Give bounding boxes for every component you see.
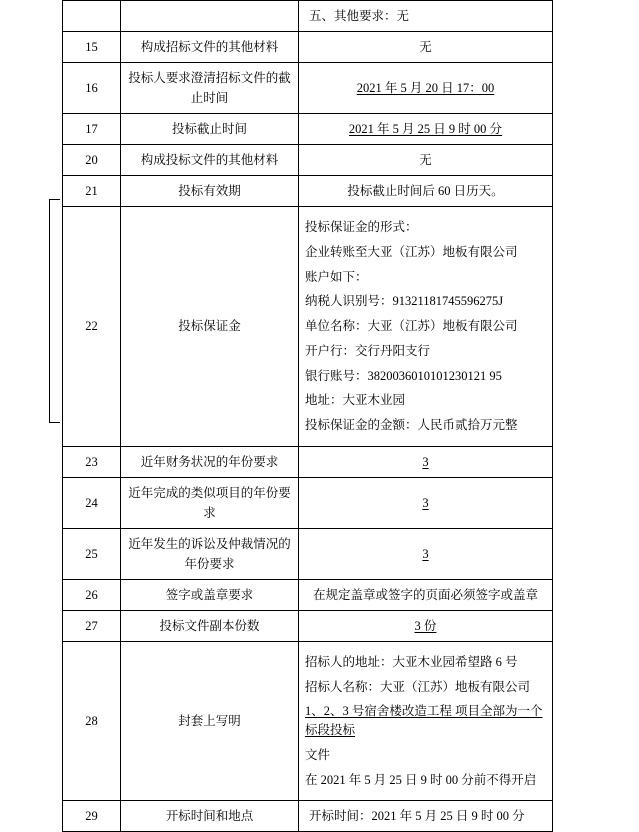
row-number: 20	[63, 145, 121, 176]
row-value-line: 招标人名称：大亚（江苏）地板有限公司	[305, 679, 531, 694]
table-row	[63, 145, 553, 176]
table-row	[63, 579, 553, 610]
row-value: 无	[299, 145, 553, 176]
table-row	[63, 114, 553, 145]
row-item: 封套上写明	[121, 641, 299, 801]
row-value-line: 账户如下：	[305, 269, 368, 284]
row-value: 无	[299, 32, 553, 63]
row-value-text: 3	[422, 495, 429, 510]
row-item: 签字或盖章要求	[121, 579, 299, 610]
table-row	[63, 610, 553, 641]
row-item: 投标截止时间	[121, 114, 299, 145]
row-value-line: 单位名称：大亚（江苏）地板有限公司	[305, 319, 518, 333]
row-item: 构成投标文件的其他材料	[121, 145, 299, 176]
row-value-text: 3 份	[414, 618, 437, 633]
row-value: 在规定盖章或签字的页面必须签字或盖章	[299, 579, 553, 610]
row-value-line: 1、2、3 号宿舍楼改造工程 项目全部为一个标段投标	[305, 704, 543, 737]
row-number: 21	[63, 176, 121, 207]
row-value-line: 地址：大亚木业园	[305, 393, 406, 408]
row-item: 投标人要求澄清招标文件的截止时间	[121, 63, 299, 114]
table-row	[63, 801, 553, 832]
table-row	[63, 446, 553, 477]
row-value-line: 在 2021 年 5 月 25 日 9 时 00 分前不得开启	[305, 772, 537, 787]
row-value-line: 开户行：交行丹阳支行	[305, 343, 431, 358]
row-number: 26	[63, 579, 121, 610]
row-item: 投标有效期	[121, 176, 299, 207]
row-item: 开标时间和地点	[121, 801, 299, 832]
row-value-text: 2021 年 5 月 25 日 9 时 00 分	[348, 122, 503, 136]
row-item: 近年财务状况的年份要求	[121, 446, 299, 477]
row-value-line: 招标人的地址：大亚木业园希望路 6 号	[305, 654, 518, 669]
row-item: 近年发生的诉讼及仲裁情况的年份要求	[121, 528, 299, 579]
table-row	[63, 528, 553, 579]
table-row	[63, 176, 553, 207]
row-value	[299, 114, 553, 145]
row-value	[299, 207, 553, 447]
row-value-line: 企业转账至大亚（江苏）地板有限公司	[305, 244, 518, 259]
bid-document-table	[62, 0, 553, 832]
row-22-side-bracket	[49, 199, 60, 423]
row-item: 构成招标文件的其他材料	[121, 32, 299, 63]
row-value	[299, 610, 553, 641]
row-value-line: 投标保证金的形式：	[305, 220, 418, 234]
table-row	[63, 477, 553, 528]
row-value-text: 2021 年 5 月 20 日 17：00	[356, 81, 495, 95]
table-row	[63, 207, 553, 447]
row-item: 投标保证金	[121, 207, 299, 447]
row-number: 29	[63, 801, 121, 832]
row-value: 五、其他要求：无	[299, 1, 553, 32]
row-value-line: 银行账号：3820036010101230121 95	[305, 368, 502, 383]
row-value-line: 文件	[305, 747, 331, 762]
row-value	[299, 446, 553, 477]
row-value: 开标时间：2021 年 5 月 25 日 9 时 00 分	[299, 801, 553, 832]
row-value-text: 3	[422, 546, 429, 561]
row-number: 16	[63, 63, 121, 114]
table-row	[63, 641, 553, 801]
table-row	[63, 63, 553, 114]
row-item: 投标文件副本份数	[121, 610, 299, 641]
table-row	[63, 1, 553, 32]
row-number: 17	[63, 114, 121, 145]
row-value-line: 投标保证金的金额：人民币贰拾万元整	[305, 418, 518, 432]
row-value	[299, 641, 553, 801]
row-value: 投标截止时间后 60 日历天。	[299, 176, 553, 207]
row-value	[299, 63, 553, 114]
row-number: 24	[63, 477, 121, 528]
row-number: 23	[63, 446, 121, 477]
row-value	[299, 477, 553, 528]
row-item	[121, 1, 299, 32]
row-number: 27	[63, 610, 121, 641]
row-number: 28	[63, 641, 121, 801]
row-number: 15	[63, 32, 121, 63]
row-value	[299, 528, 553, 579]
row-number: 25	[63, 528, 121, 579]
row-number: 22	[63, 207, 121, 447]
row-value-line: 纳税人识别号：91321181745596275J	[305, 294, 504, 309]
row-value-text: 3	[422, 454, 429, 469]
row-item: 近年完成的类似项目的年份要求	[121, 477, 299, 528]
table-row	[63, 32, 553, 63]
row-number	[63, 1, 121, 32]
